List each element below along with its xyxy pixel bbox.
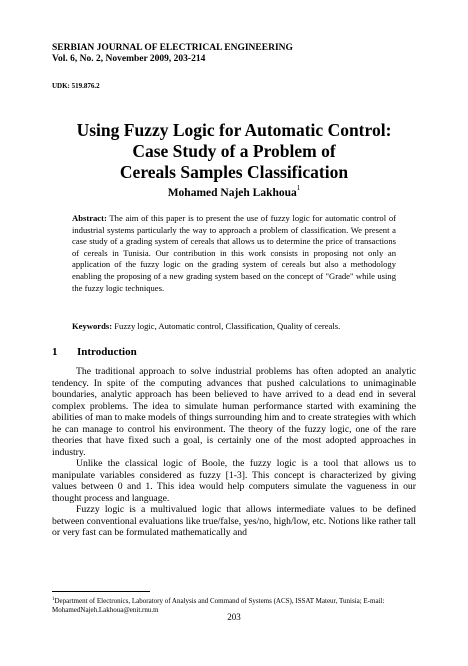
journal-name: SERBIAN JOURNAL OF ELECTRICAL ENGINEERING bbox=[52, 43, 293, 53]
body-text bbox=[52, 366, 416, 539]
author-affiliation-mark: 1 bbox=[296, 184, 301, 192]
title-line-2: Case Study of a Problem of bbox=[132, 141, 336, 161]
section-title: Introduction bbox=[77, 346, 137, 358]
paragraph: The traditional approach to solve industrial problems has often adopted an analytic tendency. In spite of the computing advances that pushed calculations to unimaginable boundaries, analytic approach has been believed to have arrived to a dead end in several complex problems. The idea to simulate human performance started with examining the abilities of man to make models of things surrounding him and to create strategies with which he can manage to control his environment. The theory of the fuzzy logic, one of the rare theories that have fixed such a goal, is certainly one of the most adopted approaches in industry. bbox=[52, 366, 417, 458]
footnote-text: Department of Electronics, Laboratory of Analysis and Command of Systems (ACS), ISSAT Mateur, Tunisia; E-mail: MohamedNajeh.Lakhoua@enit.rnu.tn bbox=[52, 597, 385, 614]
title-line-1: Using Fuzzy Logic for Automatic Control: bbox=[76, 120, 392, 140]
journal-issue: Vol. 6, No. 2, November 2009, 203-214 bbox=[52, 54, 206, 64]
keywords-label: Keywords: bbox=[72, 321, 113, 331]
keywords bbox=[72, 321, 396, 332]
abstract-text: The aim of this paper is to present the use of fuzzy logic for automatic control of industrial systems particularly the way to approach a problem of classification. We present a case study of a grading system of cereals that allows us to determine the price of transactions of cereals in Tunisia. Our contribution in this work consists in proposing not only an application of the fuzzy logic on the grading system of cereals but also a methodology enabling the proposing of a new grading system based on the concept of "Grade" while using the fuzzy logic techniques. bbox=[72, 213, 396, 293]
author-line bbox=[40, 184, 428, 199]
paper-title bbox=[40, 120, 428, 183]
footnote-mark: 1 bbox=[52, 597, 55, 602]
title-line-3: Cereals Samples Classification bbox=[119, 162, 349, 182]
page-number: 203 bbox=[227, 612, 241, 622]
section-heading bbox=[52, 346, 137, 358]
section-number: 1 bbox=[52, 346, 58, 358]
abstract-label: Abstract: bbox=[72, 213, 107, 223]
footnote-divider bbox=[52, 591, 150, 592]
journal-header bbox=[52, 43, 293, 65]
paragraph: Unlike the classical logic of Boole, the fuzzy logic is a tool that allows us to manipulate variables considered as fuzzy [1-3]. This concept is characterized by giving values between 0 and 1. This idea would help computers simulate the vagueness in our thought process and language. bbox=[52, 458, 416, 504]
udk-code: UDK: 519.876.2 bbox=[52, 82, 100, 90]
abstract bbox=[72, 213, 396, 294]
keywords-text: Fuzzy logic, Automatic control, Classification, Quality of cereals. bbox=[114, 321, 341, 331]
author-name: Mohamed Najeh Lakhoua bbox=[167, 187, 297, 199]
paragraph: Fuzzy logic is a multivalued logic that allows intermediate values to be defined between conventional evaluations like true/false, yes/no, high/low, etc. Notions like rather tall or very fast can be formulated mathematically and bbox=[52, 504, 416, 538]
